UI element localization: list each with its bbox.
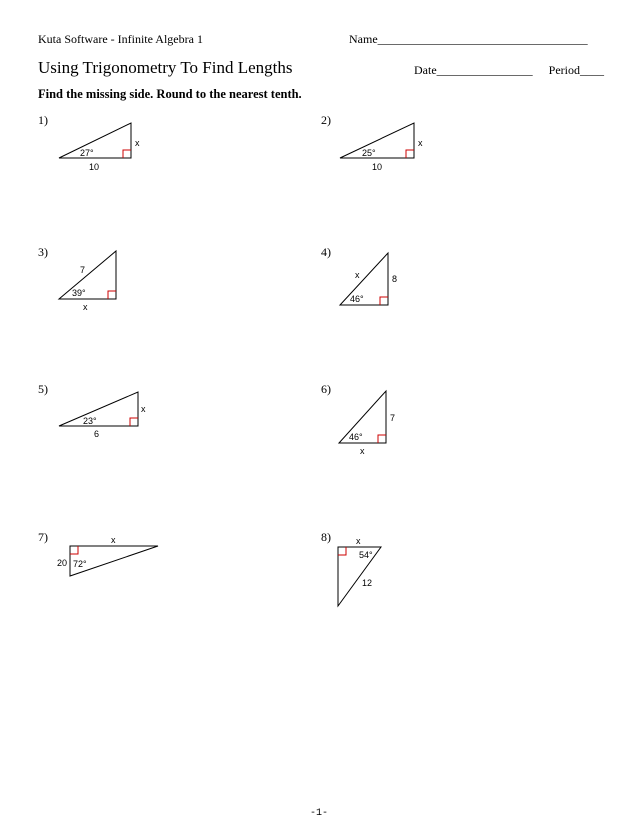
problem-2-angle: 25°	[362, 148, 376, 158]
problem-8-number: 8)	[321, 530, 331, 544]
date-field[interactable]: Date________________	[414, 63, 533, 77]
problem-5-side-a: 6	[94, 429, 100, 439]
problem-8-angle: 54°	[359, 550, 373, 560]
problem-1-angle: 27°	[80, 148, 94, 158]
worksheet-title: Using Trigonometry To Find Lengths	[38, 58, 293, 77]
problem-4-number: 4)	[321, 245, 331, 259]
problem-4-side-a: x	[355, 270, 360, 280]
problem-2-number: 2)	[321, 113, 331, 127]
problem-1-side-b: x	[135, 138, 140, 148]
instructions: Find the missing side. Round to the nearest tenth.	[38, 87, 302, 101]
problem-7-angle: 72°	[73, 559, 87, 569]
problem-1-side-a: 10	[89, 162, 100, 172]
problem-6-angle: 46°	[349, 432, 363, 442]
problem-7-side-a: x	[111, 535, 116, 545]
problem-7-side-b: 20	[57, 558, 68, 568]
problem-8-side-a: x	[356, 536, 361, 546]
software-label: Kuta Software - Infinite Algebra 1	[38, 32, 203, 46]
problem-6-number: 6)	[321, 382, 331, 396]
problem-3-side-b: x	[83, 302, 88, 312]
problem-6-side-a: 7	[390, 413, 396, 423]
problem-3-side-a: 7	[80, 265, 86, 275]
problem-3-number: 3)	[38, 245, 48, 259]
period-field[interactable]: Period____	[548, 63, 604, 77]
problem-5-number: 5)	[38, 382, 48, 396]
problem-5-angle: 23°	[83, 416, 97, 426]
problem-3-angle: 39°	[72, 288, 86, 298]
problem-5-side-b: x	[141, 404, 146, 414]
problem-8-side-b: 12	[362, 578, 373, 588]
problem-4-angle: 46°	[350, 294, 364, 304]
problem-4-side-b: 8	[392, 274, 398, 284]
page-number: -1-	[309, 808, 328, 819]
problem-7-number: 7)	[38, 530, 48, 544]
problem-2-side-b: x	[418, 138, 423, 148]
problem-1-number: 1)	[38, 113, 48, 127]
name-field[interactable]: Name___________________________________	[349, 32, 588, 46]
problem-2-side-a: 10	[372, 162, 383, 172]
problem-6-side-b: x	[360, 446, 365, 456]
